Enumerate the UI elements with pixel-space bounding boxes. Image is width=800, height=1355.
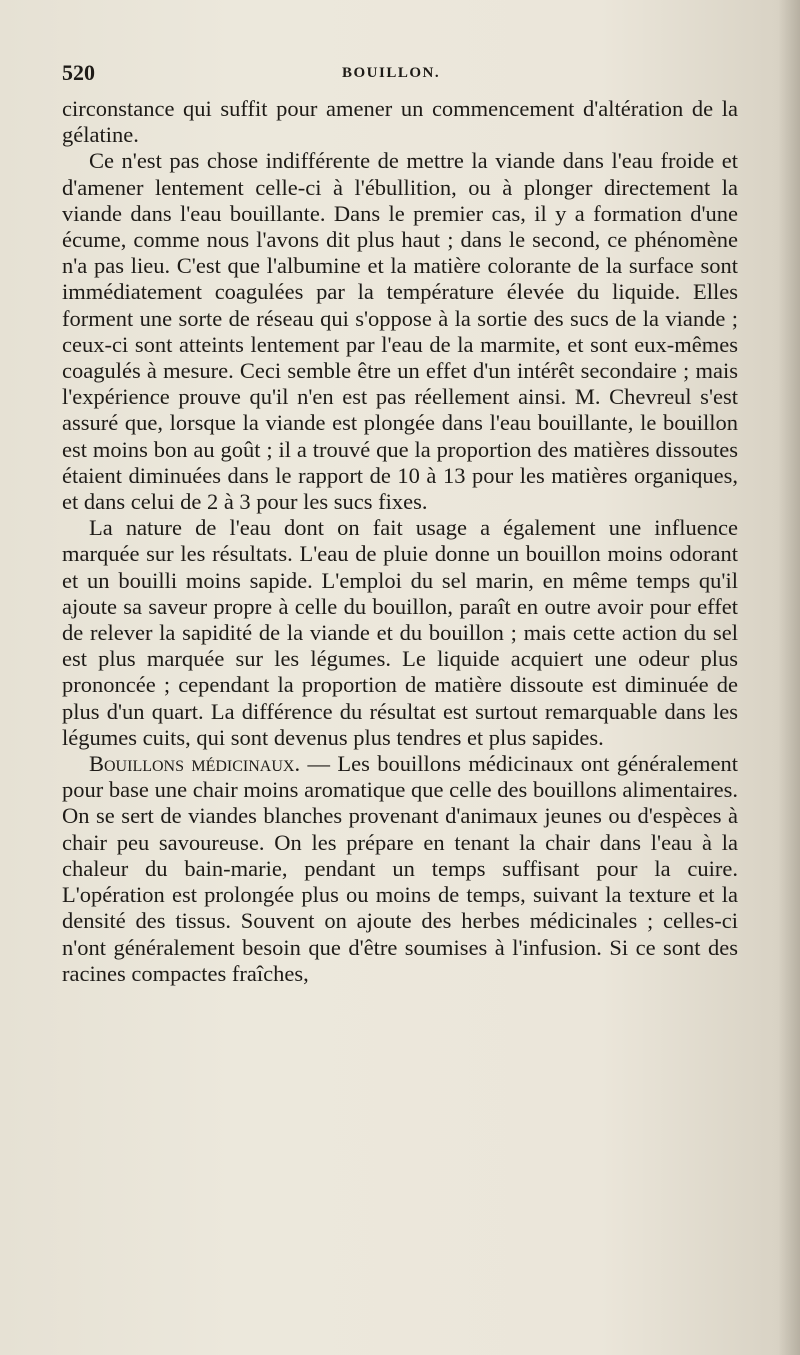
running-head	[62, 60, 738, 90]
section-heading: Bouillons médicinaux.	[89, 751, 301, 777]
paragraph-medicinal-broths	[62, 751, 738, 987]
paragraph-continuation: circonstance qui suffit pour amener un commencement d'altération de la gélatine.	[62, 96, 738, 148]
running-title: BOUILLON.	[342, 65, 441, 81]
paragraph-water-nature: La nature de l'eau dont on fait usage a également une influence marquée sur les résultats. L'eau de pluie donne un bouillon moins odorant et un bouilli moins sapide. L'emploi du sel marin, en même temps qu'il ajoute sa saveur propre à celle du bouillon, paraît en outre avoir pour effet de relever la sapidité de la viande et du bouillon ; mais cette action du sel est plus marquée sur les légumes. Le liquide acquiert une odeur plus prononcée ; cependant la proportion de matière dissoute est diminuée de plus d'un quart. La différence du résultat est surtout remarquable dans les légumes cuits, qui sont devenus plus tendres et plus sapides.	[62, 515, 738, 750]
page-gutter-shadow	[778, 0, 800, 1355]
paragraph-cooking-method: Ce n'est pas chose indifférente de mettre la viande dans l'eau froide et d'amener lentement celle-ci à l'ébullition, ou à plonger directement la viande dans l'eau bouillante. Dans le premier cas, il y a formation d'une écume, comme nous l'avons dit plus haut ; dans le second, ce phénomène n'a pas lieu. C'est que l'albumine et la matière colorante de la surface sont immédiatement coagulées par la température élevée du liquide. Elles forment une sorte de réseau qui s'oppose à la sortie des sucs de la viande ; ceux-ci sont atteints lentement par l'eau de la marmite, et sont eux-mêmes coagulés à mesure. Ceci semble être un effet d'un intérêt secondaire ; mais l'expérience prouve qu'il n'en est pas réellement ainsi. M. Chevreul s'est assuré que, lorsque la viande est plongée dans l'eau bouillante, le bouillon est moins bon au goût ; il a trouvé que la proportion des matières dissoutes étaient diminuées dans le rapport de 10 à 13 pour les matières organiques, et dans celui de 2 à 3 pour les sucs fixes.	[62, 148, 738, 515]
section-text: — Les bouillons médicinaux ont généralement pour base une chair moins aromatique que celle des bouillons alimentaires. On se sert de viandes blanches provenant d'animaux jeunes ou d'espèces à chair peu savoureuse. On les prépare en tenant la chair dans l'eau à la chaleur du bain-marie, pendant un temps suffisant pour la cuire. L'opération est prolongée plus ou moins de temps, suivant la texture et la densité des tissus. Souvent on ajoute des herbes médicinales ; celles-ci n'ont généralement besoin que d'être soumises à l'infusion. Si ce sont des racines compactes fraîches,	[62, 751, 738, 986]
body-text	[62, 96, 738, 987]
page-number: 520	[62, 60, 95, 85]
